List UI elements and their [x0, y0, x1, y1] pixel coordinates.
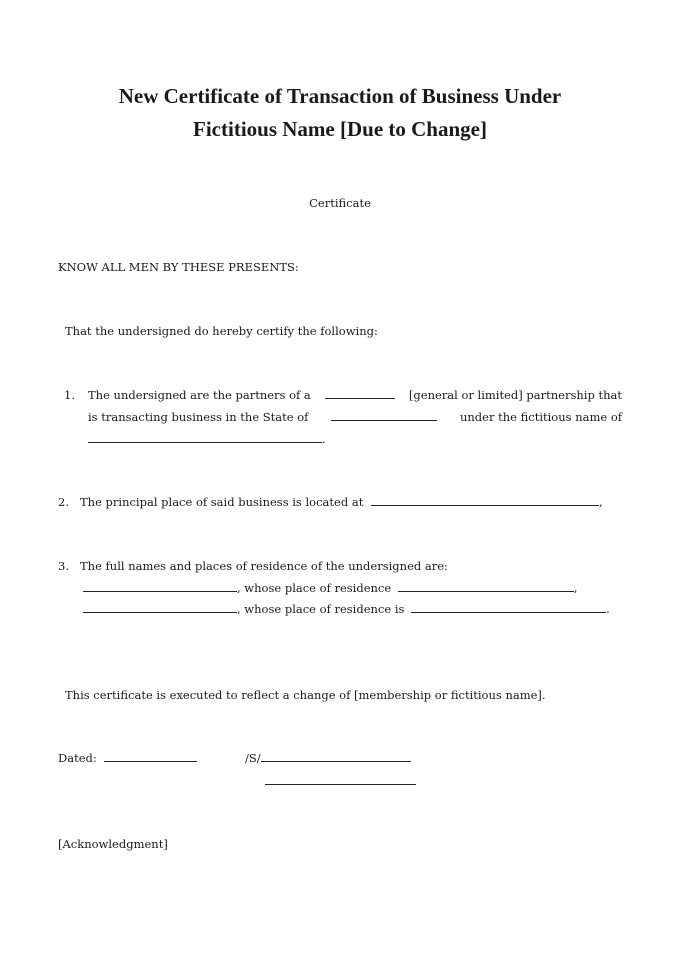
fictitious-name-blank[interactable]	[88, 430, 322, 443]
signature-label: /S/	[245, 751, 261, 765]
opening-statement: KNOW ALL MEN BY THESE PRESENTS:	[58, 260, 299, 274]
item-1-text-e: .	[322, 432, 326, 446]
item-3-row-2-text: , whose place of residence is	[237, 602, 405, 616]
title-line-1: New Certificate of Transaction of Business Under	[118, 84, 562, 108]
item-3-row-2-end: .	[606, 602, 610, 616]
partner-2-residence-blank[interactable]	[411, 600, 606, 613]
certificate-subtitle: Certificate	[309, 196, 371, 210]
intro-statement: That the undersigned do hereby certify the following:	[65, 324, 378, 338]
item-1-text-c: is transacting business in the State of	[88, 410, 309, 424]
change-statement: This certificate is executed to reflect a change of [membership or fictitious name].	[65, 688, 546, 702]
partnership-type-blank[interactable]	[325, 386, 395, 399]
signature-row	[245, 748, 411, 769]
item-3-row-1	[83, 578, 578, 599]
item-1-line-3	[88, 429, 326, 450]
item-3-row-1-text: , whose place of residence	[237, 581, 392, 595]
item-2-number: 2.	[58, 495, 69, 509]
item-1-line-2	[88, 407, 622, 428]
item-1-line-1	[88, 385, 622, 406]
acknowledgment-label: [Acknowledgment]	[58, 837, 168, 851]
document-title	[0, 80, 680, 146]
business-address-blank[interactable]	[371, 493, 599, 506]
title-line-2: Fictitious Name [Due to Change]	[193, 117, 487, 141]
item-1-text-a: The undersigned are the partners of a	[88, 388, 311, 402]
partner-1-name-blank[interactable]	[83, 579, 237, 592]
item-1-text-d: under the fictitious name of	[459, 410, 622, 424]
dated-label: Dated:	[58, 751, 97, 765]
item-2-text: The principal place of said business is located at	[80, 495, 364, 509]
item-3-text: The full names and places of residence of the undersigned are:	[80, 559, 448, 573]
printed-name-line[interactable]	[265, 784, 416, 785]
partner-2-name-blank[interactable]	[83, 600, 237, 613]
item-2-line	[80, 492, 603, 513]
dated-row	[58, 748, 197, 769]
item-1-number: 1.	[64, 388, 75, 402]
signature-blank[interactable]	[261, 749, 411, 762]
item-3-number: 3.	[58, 559, 69, 573]
partner-1-residence-blank[interactable]	[398, 579, 574, 592]
item-1-text-b: [general or limited] partnership that	[408, 388, 622, 402]
state-blank[interactable]	[331, 408, 437, 421]
item-3-row-1-end: ,	[573, 581, 578, 595]
item-3-row-2	[83, 599, 610, 620]
item-2-end: ,	[598, 495, 603, 509]
date-blank[interactable]	[104, 749, 197, 762]
